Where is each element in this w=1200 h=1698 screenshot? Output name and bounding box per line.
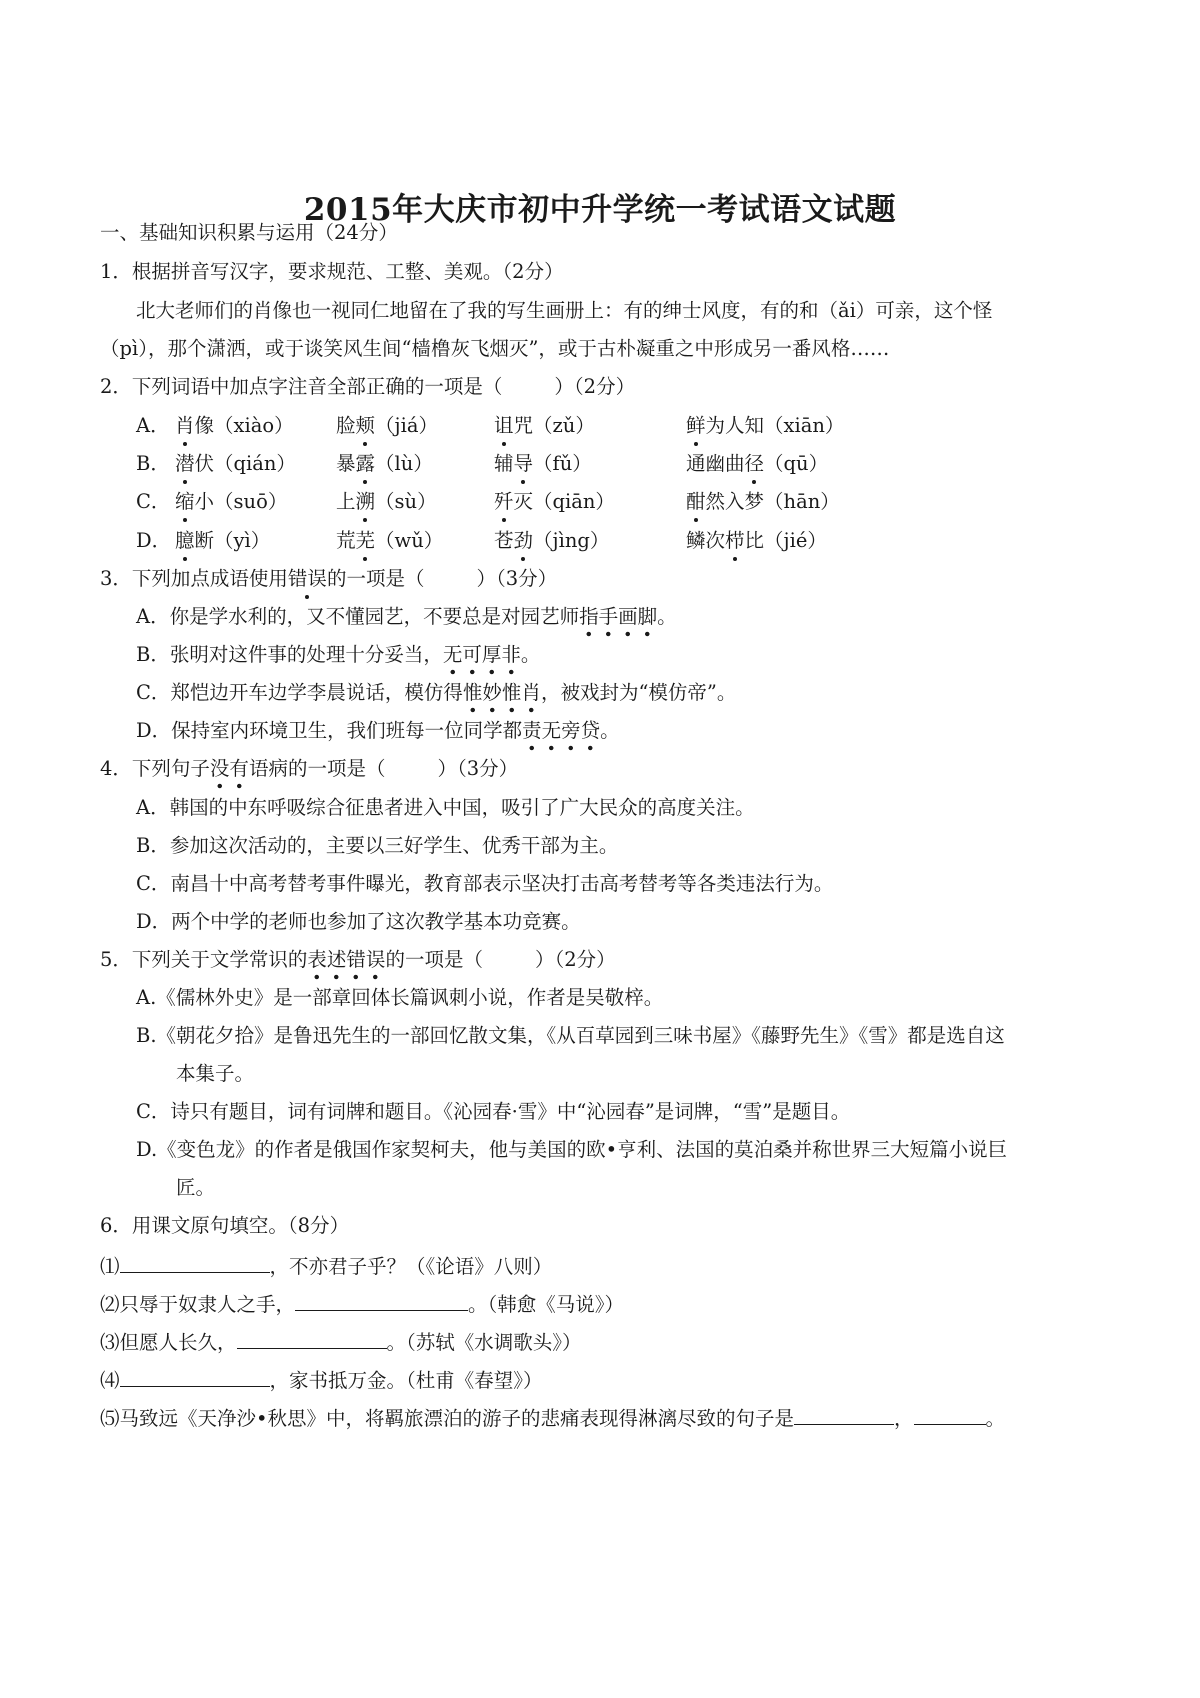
question-6-stem: 6．用课文原句填空。（8分） (100, 1214, 350, 1237)
stem-score: ）（2分） (554, 375, 636, 398)
option-label: B． (136, 452, 170, 475)
section-heading: 一、基础知识积累与运用（24分） (100, 221, 398, 244)
option-word-3: 苍劲（jìng） (494, 527, 609, 555)
option-word-1: 缩小（suō） (175, 488, 287, 516)
option-word-4: 酣然入梦（hān） (686, 488, 840, 516)
question-2-stem (100, 373, 635, 401)
question-4-option-a: A．韩国的中东呼吸综合征患者进入中国，吸引了广大民众的高度关注。 (136, 796, 755, 819)
question-5-stem: 5．下列关于文学常识的表述错误的一项是（ ）（2分） (100, 946, 616, 974)
answer-blank[interactable] (120, 1364, 270, 1387)
question-3-option-b: B．张明对这件事的处理十分妥当，无可厚非。 (136, 641, 540, 669)
question-5-option-c: C．诗只有题目，词有词牌和题目。《沁园春·雪》中“沁园春”是词牌，“雪”是题目。 (136, 1100, 851, 1123)
option-word-1: 臆断（yì） (175, 527, 270, 555)
answer-blank[interactable] (295, 1288, 468, 1311)
question-5-option-a: A.《儒林外史》是一部章回体长篇讽刺小说，作者是吴敬梓。 (136, 986, 664, 1009)
question-6-item-4: ⑷ ，家书抵万金。（杜甫《春望》） (100, 1364, 543, 1395)
option-word-4: 鳞次栉比（jié） (686, 527, 827, 555)
option-word-3: 歼灭（qiān） (494, 488, 615, 516)
option-word-1: 潜伏（qián） (175, 450, 296, 478)
question-3-stem: 3．下列加点成语使用错误的一项是（ ）（3分） (100, 565, 557, 593)
question-3-option-d: D．保持室内环境卫生，我们班每一位同学都责无旁贷。 (136, 717, 620, 745)
option-word-2: 上溯（sù） (336, 488, 437, 516)
answer-blank[interactable] (237, 1326, 387, 1349)
option-word-3: 辅导（fǔ） (494, 450, 592, 478)
page-title: 2015年大庆市初中升学统一考试语文试题 (303, 192, 897, 228)
option-word-2: 脸颊（jiá） (336, 412, 438, 440)
question-5-option-b-line-2: 本集子。 (176, 1062, 255, 1085)
question-1-stem: 1．根据拼音写汉字，要求规范、工整、美观。（2分） (100, 260, 564, 283)
option-label: A． (136, 414, 170, 437)
option-word-2: 暴露（lù） (336, 450, 433, 478)
question-6-item-5: ⑸马致远《天净沙•秋思》中，将羁旅漂泊的游子的悲痛表现得淋漓尽致的句子是 ， 。 (100, 1402, 1005, 1433)
question-5-option-d-line-1: D.《变色龙》的作者是俄国作家契柯夫，他与美国的欧•亨利、法国的莫泊桑并称世界三大短篇小说巨 (136, 1138, 1008, 1161)
answer-blank[interactable] (914, 1402, 986, 1425)
question-3-option-a: A．你是学水利的，又不懂园艺，不要总是对园艺师指手画脚。 (136, 603, 677, 631)
option-word-4: 通幽曲径（qū） (686, 450, 828, 478)
answer-blank[interactable] (120, 1250, 270, 1273)
option-label: D． (136, 529, 172, 552)
option-word-1: 肖像（xiào） (175, 412, 294, 440)
dotted-idiom: 惟妙惟肖 (463, 679, 541, 713)
question-6-item-3: ⑶但愿人长久， 。（苏轼《水调歌头》） (100, 1326, 582, 1357)
question-6-item-1: ⑴ ，不亦君子乎？（《论语》八则） (100, 1250, 552, 1281)
option-label: C． (136, 490, 171, 513)
option-word-4: 鲜为人知（xiān） (686, 412, 844, 440)
dotted-idiom: 责无旁贷 (522, 717, 600, 751)
question-5-option-b-line-1: B.《朝花夕拾》是鲁迅先生的一部回忆散文集，《从百草园到三味书屋》《藤野先生》《雪》都是选自这 (136, 1024, 1005, 1047)
question-5-option-d-line-2: 匠。 (176, 1176, 216, 1199)
option-word-2: 荒芜（wǔ） (336, 527, 443, 555)
question-4-option-d: D．两个中学的老师也参加了这次教学基本功竞赛。 (136, 910, 581, 933)
dotted-idiom: 指手画脚 (579, 603, 657, 637)
question-4-stem: 4．下列句子没有语病的一项是（ ）（3分） (100, 755, 518, 783)
question-6-item-2: ⑵只辱于奴隶人之手， 。（韩愈《马说》） (100, 1288, 624, 1319)
question-4-option-c: C．南昌十中高考替考事件曝光，教育部表示坚决打击高考替考等各类违法行为。 (136, 872, 834, 895)
question-4-option-b: B．参加这次活动的，主要以三好学生、优秀干部为主。 (136, 834, 619, 857)
stem-text: 2．下列词语中加点字注音全部正确的一项是（ (100, 375, 503, 398)
answer-blank[interactable] (794, 1402, 894, 1425)
dotted-idiom: 无可厚非 (443, 641, 521, 675)
option-word-3: 诅咒（zǔ） (494, 412, 595, 440)
question-1-passage-line-1: 北大老师们的肖像也一视同仁地留在了我的写生画册上：有的绅士风度，有的和（ǎi）可亲，这个怪 (136, 299, 993, 322)
question-3-option-c: C．郑恺边开车边学李晨说话，模仿得惟妙惟肖，被戏封为“模仿帝”。 (136, 679, 736, 707)
question-1-passage-line-2: （pì），那个潇洒，或于谈笑风生间“樯橹灰飞烟灭”，或于古朴凝重之中形成另一番风格…… (100, 337, 890, 360)
